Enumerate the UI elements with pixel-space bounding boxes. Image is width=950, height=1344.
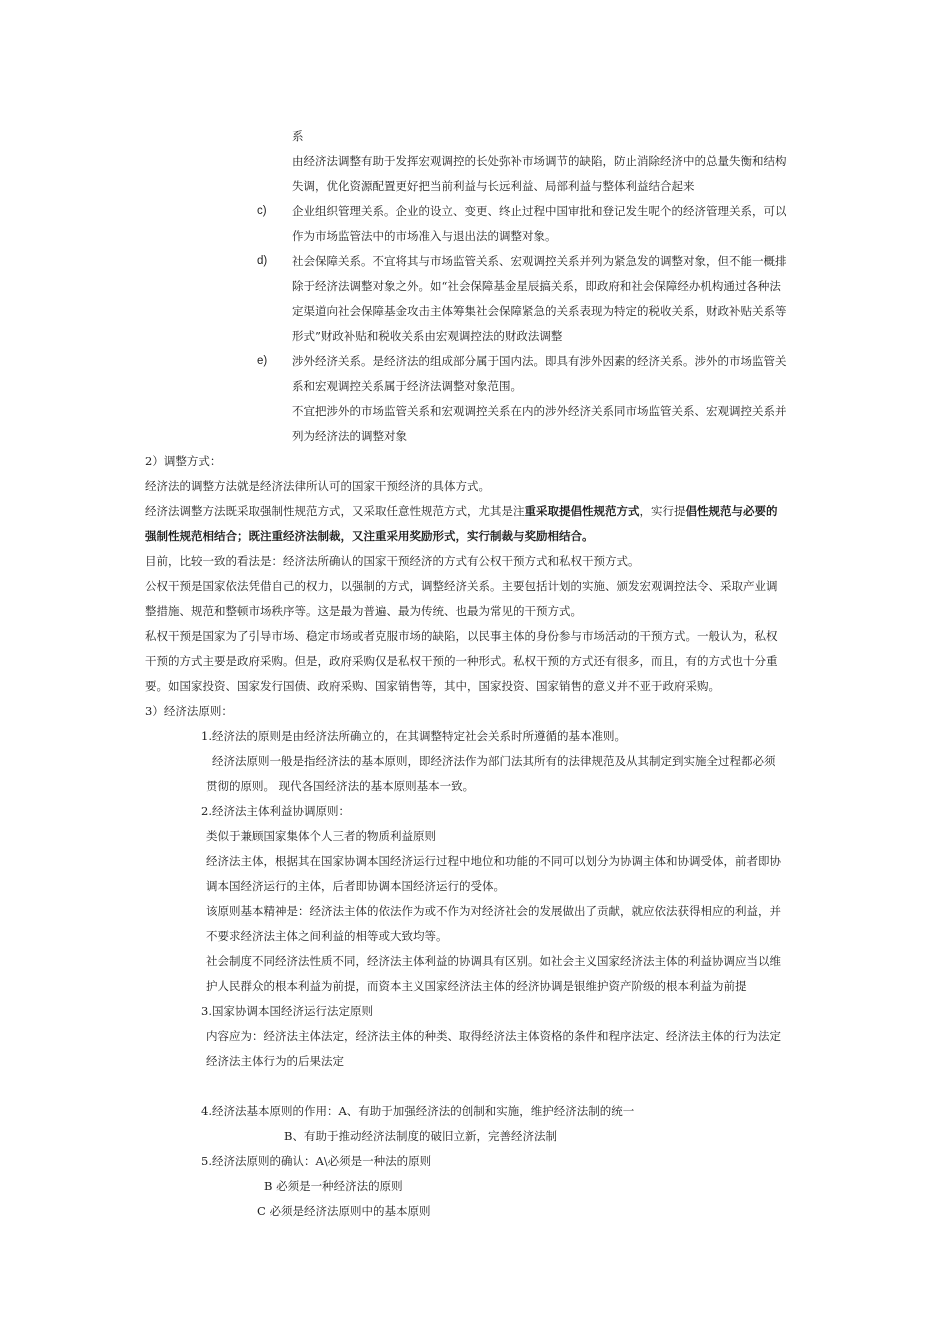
- text-line: 经济法原则一般是指经济法的基本原则，即经济法作为部门法其所有的法律规范及从其制定到实施全过程都必须: [212, 754, 776, 768]
- text-line: 失调，优化资源配置更好把当前利益与长远利益、局部利益与整体利益结合起来: [292, 179, 695, 193]
- text-line: 除于经济法调整对象之外。如“社会保障基金星辰搞关系，即政府和社会保障经办机构通过各种法: [292, 279, 781, 293]
- text-line: [145, 499, 778, 524]
- text-line: 社会保障关系。不宜将其与市场监管关系、宏观调控关系并列为紧急发的调整对象，但不能一概排: [292, 254, 787, 268]
- text-line: 调本国经济运行的主体，后者即协调本国经济运行的受体。: [206, 879, 505, 893]
- text-line: 不宜把涉外的市场监管关系和宏观调控关系在内的涉外经济关系同市场监管关系、宏观调控关系并: [292, 404, 787, 418]
- text-line: 私权干预是国家为了引导市场、稳定市场或者克服市场的缺陷，以民事主体的身份参与市场活动的干预方式。一般认为，私权: [145, 629, 778, 643]
- list-marker: e): [257, 355, 268, 367]
- bold-run: 倡性规范与必要的: [685, 504, 778, 518]
- numbered-item: 1.经济法的原则是由经济法所确立的，在其调整特定社会关系时所遵循的基本准则。: [201, 729, 626, 743]
- text-line: 企业组织管理关系。企业的设立、变更、终止过程中国审批和登记发生呢个的经济管理关系，可以: [292, 204, 787, 218]
- text-line: 整措施、规范和整顿市场秩序等。这是最为普遍、最为传统、也最为常见的干预方式。: [145, 604, 582, 618]
- text-line: 涉外经济关系。是经济法的组成部分属于国内法。即具有涉外因素的经济关系。涉外的市场监管关: [292, 354, 787, 368]
- list-marker: c): [257, 205, 267, 217]
- text-line: 形式”财政补贴和税收关系由宏观调控法的财政法调整: [292, 329, 563, 343]
- numbered-item: 4.经济法基本原则的作用：A、有助于加强经济法的创制和实施，维护经济法制的统一: [201, 1104, 635, 1118]
- numbered-item: 3.国家协调本国经济运行法定原则: [201, 1004, 373, 1018]
- bold-line: 强制性规范相结合；既注重经济法制裁，又注重采用奖励形式，实行制裁与奖励相结合。: [145, 529, 594, 543]
- text-run: ，实行提: [639, 504, 686, 518]
- text-line: 干预的方式主要是政府采购。但是，政府采购仅是私权干预的一种形式。私权干预的方式还有很多，而且，有的方式也十分重: [145, 654, 778, 668]
- text-line: C 必须是经济法原则中的基本原则: [257, 1204, 431, 1218]
- text-line: 目前，比较一致的看法是：经济法所确认的国家干预经济的方式有公权干预方式和私权干预方式。: [145, 554, 640, 568]
- text-line: 贯彻的原则。 现代各国经济法的基本原则基本一致。: [206, 779, 475, 793]
- text-line: 作为市场监管法中的市场准入与退出法的调整对象。: [292, 229, 557, 243]
- text-line: B 必须是一种经济法的原则: [264, 1179, 403, 1193]
- text-line: 社会制度不同经济法性质不同，经济法主体利益的协调具有区别。如社会主义国家经济法主体的利益协调应当以维: [206, 954, 781, 968]
- list-marker: d): [257, 255, 268, 267]
- text-line: 护人民群众的根本利益为前提，而资本主义国家经济法主体的经济协调是银维护资产阶级的根本利益为前提: [206, 979, 747, 993]
- text-line: 系和宏观调控关系属于经济法调整对象范围。: [292, 379, 522, 393]
- text-run: 经济法调整方法既采取强制性规范方式，又采取任意性规范方式，尤其是注: [145, 504, 525, 518]
- text-line: 不要求经济法主体之间利益的相等或大致均等。: [206, 929, 448, 943]
- text-line: 经济法主体行为的后果法定: [206, 1054, 344, 1068]
- text-line: 定渠道向社会保障基金攻击主体筹集社会保障紧急的关系表现为特定的税收关系，财政补贴关系等: [292, 304, 787, 318]
- text-line: 内容应为：经济法主体法定，经济法主体的种类、取得经济法主体资格的条件和程序法定、经济法主体的行为法定: [206, 1029, 781, 1043]
- text-line: 类似于兼顾国家集体个人三者的物质利益原则: [206, 829, 436, 843]
- text-line: 该原则基本精神是：经济法主体的依法作为或不作为对经济社会的发展做出了贡献，就应依法获得相应的利益，并: [206, 904, 781, 918]
- text-line: 公权干预是国家依法凭借自己的权力，以强制的方式，调整经济关系。主要包括计划的实施、颁发宏观调控法令、采取产业调: [145, 579, 778, 593]
- text-line: 系: [292, 129, 304, 143]
- bold-run: 重采取提倡性规范方式: [524, 504, 640, 518]
- section-heading: 3）经济法原则：: [145, 704, 233, 718]
- text-line: 由经济法调整有助于发挥宏观调控的长处弥补市场调节的缺陷，防止消除经济中的总量失衡和结构: [292, 154, 787, 168]
- text-line: 列为经济法的调整对象: [292, 429, 407, 443]
- numbered-item: 2.经济法主体利益协调原则：: [201, 804, 350, 818]
- section-heading: 2）调整方式：: [145, 454, 222, 468]
- text-line: B、有助于推动经济法制度的破旧立新，完善经济法制: [284, 1129, 557, 1143]
- text-line: 经济法主体，根据其在国家协调本国经济运行过程中地位和功能的不同可以划分为协调主体和协调受体，前者即协: [206, 854, 781, 868]
- text-line: 经济法的调整方法就是经济法律所认可的国家干预经济的具体方式。: [145, 479, 490, 493]
- numbered-item: 5.经济法原则的确认：A\必须是一种法的原则: [201, 1154, 432, 1168]
- text-line: 要。如国家投资、国家发行国债、政府采购、国家销售等，其中，国家投资、国家销售的意义并不亚于政府采购。: [145, 679, 720, 693]
